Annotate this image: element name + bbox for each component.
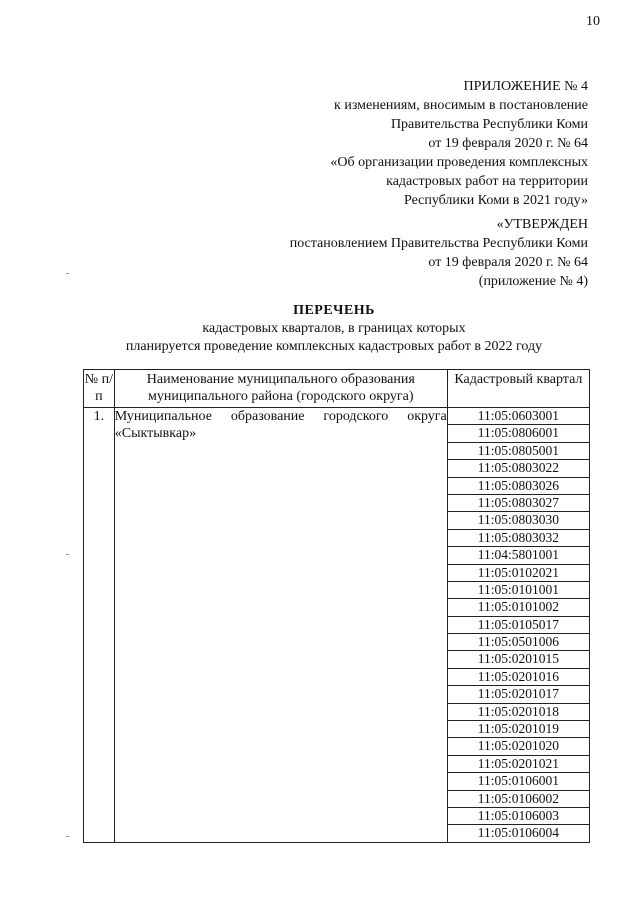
cadastral-code: 11:05:0803026 xyxy=(448,478,589,495)
approved-line: от 19 февраля 2020 г. № 64 xyxy=(428,255,588,270)
title-line: кадастровых кварталов, в границах которых xyxy=(202,321,466,336)
cadastral-code: 11:05:0806001 xyxy=(448,425,589,442)
row-municipality: Муниципальное образование городского округа «Сыктывкар» xyxy=(114,408,447,843)
approved-block xyxy=(290,215,588,291)
cadastral-code: 11:04:5801001 xyxy=(448,547,589,564)
header-number: № п/п xyxy=(84,370,115,408)
appendix-line: от 19 февраля 2020 г. № 64 xyxy=(428,136,588,151)
cadastral-code: 11:05:0201020 xyxy=(448,738,589,755)
cadastral-code: 11:05:0201019 xyxy=(448,721,589,738)
cadastral-code: 11:05:0106002 xyxy=(448,791,589,808)
cadastral-code: 11:05:0803022 xyxy=(448,460,589,477)
approved-line: «УТВЕРЖДЕН xyxy=(496,217,588,232)
cadastral-code: 11:05:0201021 xyxy=(448,756,589,773)
appendix-line: Правительства Республики Коми xyxy=(390,117,588,132)
document-title xyxy=(80,302,588,356)
cadastral-code: 11:05:0501006 xyxy=(448,634,589,651)
cadastral-code: 11:05:0101001 xyxy=(448,582,589,599)
cadastral-code: 11:05:0105017 xyxy=(448,617,589,634)
row-codes xyxy=(447,408,589,843)
table-row xyxy=(84,408,590,843)
cadastral-code: 11:05:0603001 xyxy=(448,408,589,425)
row-number: 1. xyxy=(84,408,115,843)
approved-line: постановлением Правительства Республики Коми xyxy=(289,236,588,251)
header-municipality: Наименование муниципального образования муниципального района (городского округа) xyxy=(114,370,447,408)
cadastral-code: 11:05:0803027 xyxy=(448,495,589,512)
cadastral-code: 11:05:0201018 xyxy=(448,704,589,721)
cadastral-code: 11:05:0106001 xyxy=(448,773,589,790)
approved-line: (приложение № 4) xyxy=(478,274,588,289)
table-body xyxy=(84,408,590,843)
page-number: 10 xyxy=(586,14,600,29)
scan-mark xyxy=(66,836,69,837)
cadastral-code: 11:05:0805001 xyxy=(448,443,589,460)
cadastral-code: 11:05:0201016 xyxy=(448,669,589,686)
cadastral-code: 11:05:0101002 xyxy=(448,599,589,616)
scan-mark xyxy=(66,554,69,555)
cadastral-code: 11:05:0106004 xyxy=(477,825,560,841)
appendix-line: «Об организации проведения комплексных xyxy=(330,155,588,170)
cadastral-code: 11:05:0201015 xyxy=(448,651,589,668)
table-header-row xyxy=(84,370,590,408)
header-cadastral-quarter: Кадастровый квартал xyxy=(447,370,589,408)
cadastral-table xyxy=(83,369,590,843)
appendix-line: ПРИЛОЖЕНИЕ № 4 xyxy=(463,79,588,94)
appendix-line: к изменениям, вносимым в постановление xyxy=(334,98,588,113)
cadastral-code: 11:05:0106003 xyxy=(448,808,589,825)
title-heading: ПЕРЕЧЕНЬ xyxy=(293,303,375,318)
scan-mark xyxy=(66,273,69,274)
cadastral-code: 11:05:0201017 xyxy=(448,686,589,703)
cadastral-code: 11:05:0803030 xyxy=(448,512,589,529)
appendix-block xyxy=(330,77,588,210)
cadastral-code: 11:05:0803032 xyxy=(448,530,589,547)
title-line: планируется проведение комплексных кадастровых работ в 2022 году xyxy=(125,339,543,354)
cadastral-code: 11:05:0102021 xyxy=(448,565,589,582)
appendix-line: Республики Коми в 2021 году» xyxy=(403,193,588,208)
appendix-line: кадастровых работ на территории xyxy=(386,174,588,189)
